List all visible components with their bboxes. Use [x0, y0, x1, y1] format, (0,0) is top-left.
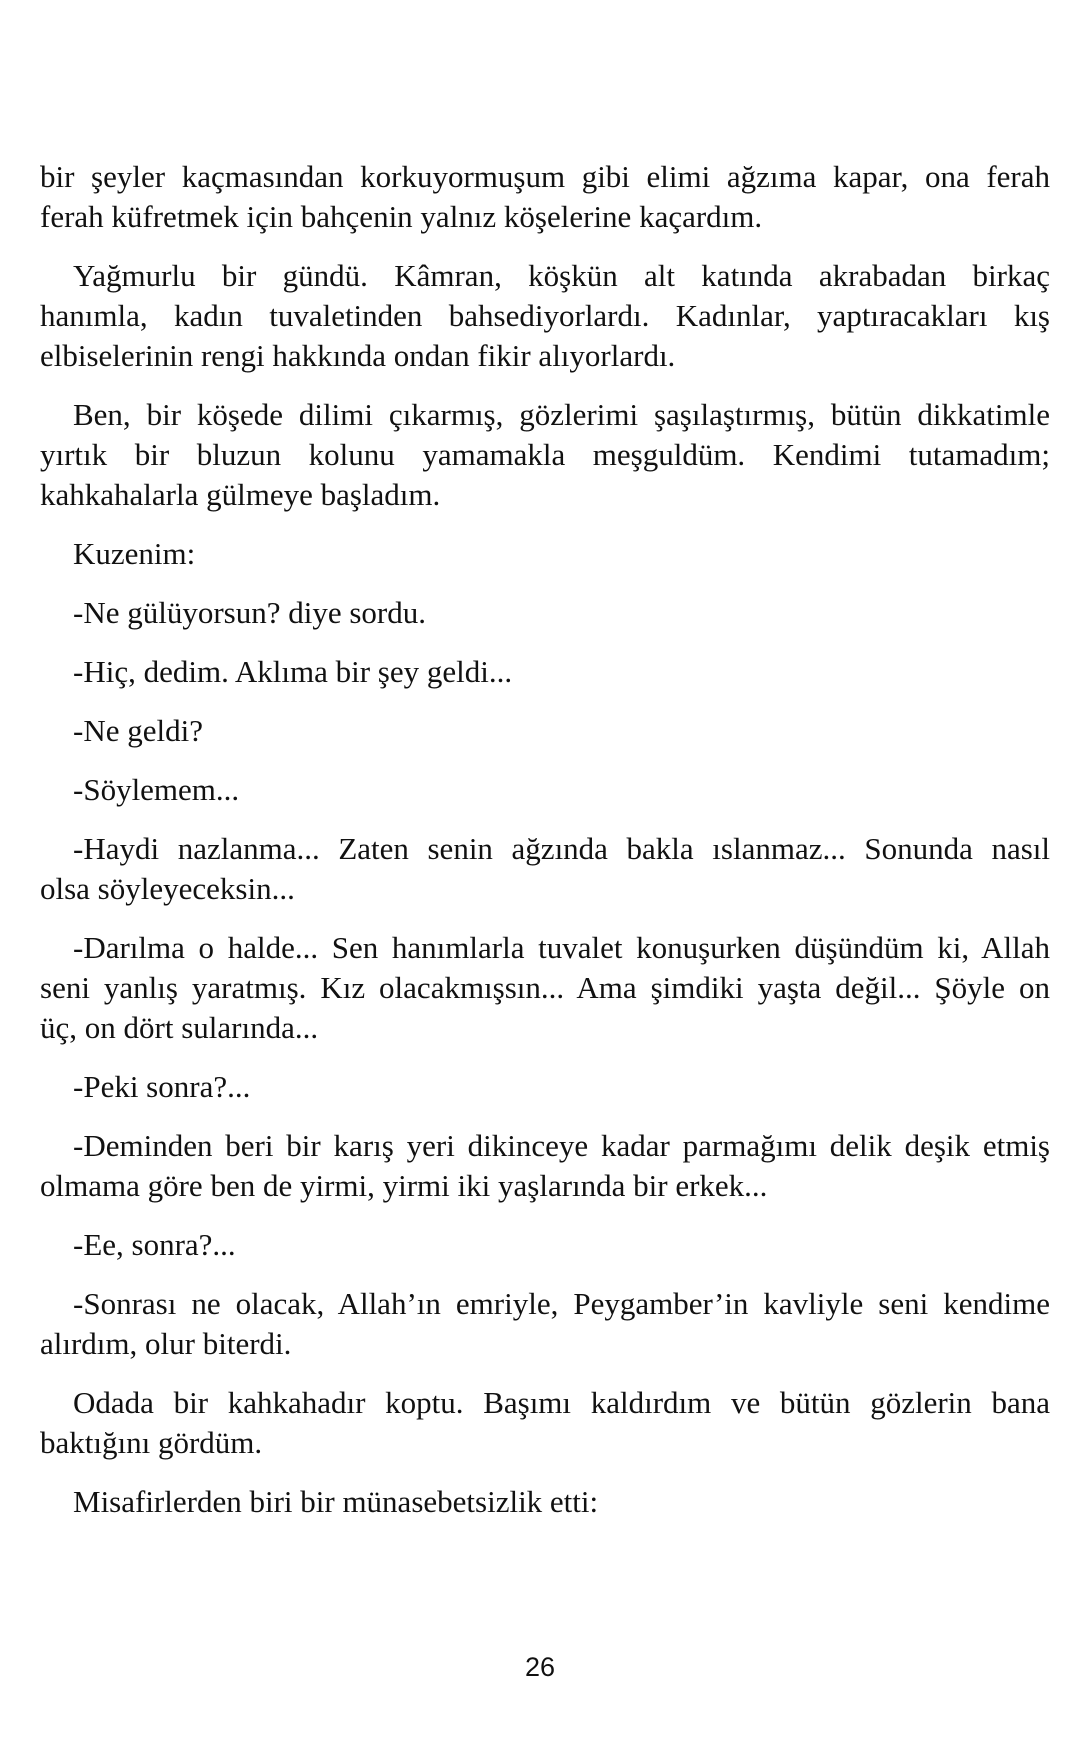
text-line: Misafirlerden biri bir münasebetsizlik etti: [73, 1484, 599, 1519]
paragraph [40, 770, 1050, 810]
text-line: olsa söyleyeceksin... [40, 871, 295, 906]
text-line: Yağmurlu bir gündü. Kâmran, köşkün alt katında akrabadan birkaç [73, 258, 1050, 293]
text-line: -Ee, sonra?... [73, 1227, 236, 1262]
text-line: Kuzenim: [73, 536, 196, 571]
paragraph [40, 1284, 1050, 1364]
text-line: kahkahalarla gülmeye başladım. [40, 477, 441, 512]
text-line: -Ne gülüyorsun? diye sordu. [73, 595, 426, 630]
paragraph [40, 711, 1050, 751]
text-line: -Söylemem... [73, 772, 240, 807]
text-line: -Peki sonra?... [73, 1069, 251, 1104]
paragraph [40, 829, 1050, 909]
text-line: seni yanlış yaratmış. Kız olacakmışsın... Ama şimdiki yaşta değil... Şöyle on [40, 970, 1050, 1005]
text-line: hanımla, kadın tuvaletinden bahsediyorlardı. Kadınlar, yaptıracakları kış [40, 298, 1050, 333]
text-line: yırtık bir bluzun kolunu yamamakla meşguldüm. Kendimi tutamadım; [40, 437, 1050, 472]
text-line: elbiselerinin rengi hakkında ondan fikir alıyorlardı. [40, 338, 676, 373]
paragraph [40, 157, 1050, 237]
paragraph [40, 1383, 1050, 1463]
text-line: -Darılma o halde... Sen hanımlarla tuvalet konuşurken düşündüm ki, Allah [73, 930, 1050, 965]
text-line: -Hiç, dedim. Aklıma bir şey geldi... [73, 654, 513, 689]
paragraph [40, 1225, 1050, 1265]
paragraph [40, 1482, 1050, 1522]
text-line: -Sonrası ne olacak, Allah’ın emriyle, Peygamber’in kavliyle seni kendime [73, 1286, 1050, 1321]
paragraph [40, 1067, 1050, 1107]
paragraph [40, 534, 1050, 574]
paragraph [40, 928, 1050, 1048]
text-line: baktığını gördüm. [40, 1425, 263, 1460]
text-line: Ben, bir köşede dilimi çıkarmış, gözlerimi şaşılaştırmış, bütün dikkatimle [73, 397, 1050, 432]
paragraph [40, 593, 1050, 633]
text-line: -Haydi nazlanma... Zaten senin ağzında bakla ıslanmaz... Sonunda nasıl [73, 831, 1050, 866]
text-line: olmama göre ben de yirmi, yirmi iki yaşlarında bir erkek... [40, 1168, 768, 1203]
paragraph [40, 395, 1050, 515]
text-line: Odada bir kahkahadır koptu. Başımı kaldırdım ve bütün gözlerin bana [73, 1385, 1050, 1420]
paragraph [40, 1126, 1050, 1206]
paragraph [40, 256, 1050, 376]
text-line: üç, on dört sularında... [40, 1010, 319, 1045]
paragraph [40, 652, 1050, 692]
text-line: -Deminden beri bir karış yeri dikinceye kadar parmağımı delik deşik etmiş [73, 1128, 1050, 1163]
body-text [40, 157, 1050, 1541]
page-number: 26 [524, 1652, 556, 1682]
text-line: bir şeyler kaçmasından korkuyormuşum gibi elimi ağzıma kapar, ona ferah [40, 159, 1050, 194]
text-line: -Ne geldi? [73, 713, 203, 748]
text-line: ferah küfretmek için bahçenin yalnız köşelerine kaçardım. [40, 199, 763, 234]
text-line: alırdım, olur biterdi. [40, 1326, 292, 1361]
